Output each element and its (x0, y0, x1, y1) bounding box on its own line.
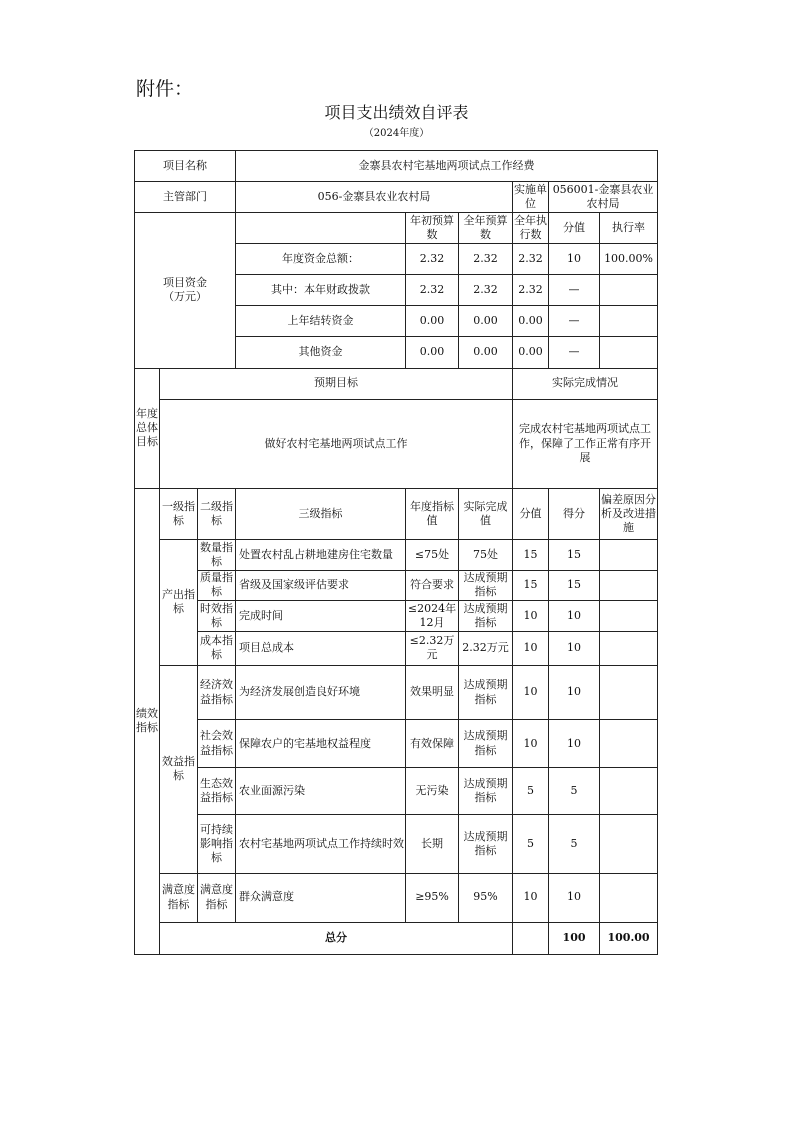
perf-row (135, 768, 658, 815)
funds-row-label: 其中：本年财政拨款 (236, 275, 406, 306)
perf-row (135, 631, 658, 665)
funds-initial: 0.00 (406, 306, 459, 337)
perf-row (135, 815, 658, 873)
perf-score: 15 (549, 571, 600, 601)
perf-level1: 效益指标 (160, 665, 198, 873)
perf-header-actual: 实际完成值 (459, 488, 513, 539)
page-title: 项目支出绩效自评表 (324, 103, 469, 122)
perf-level3: 农业面源污染 (236, 768, 406, 815)
perf-row (135, 873, 658, 922)
funds-score-value: 10 (549, 244, 600, 275)
perf-actual: 达成预期指标 (459, 571, 513, 601)
total-score-value: 100 (549, 922, 600, 954)
unit-value: 056001-金寨县农业农村局 (549, 182, 658, 213)
goals-actual-header: 实际完成情况 (513, 368, 658, 399)
goals-expected: 做好农村宅基地两项试点工作 (160, 399, 513, 488)
funds-row-label: 年度资金总额： (236, 244, 406, 275)
perf-header-target: 年度指标值 (406, 488, 459, 539)
perf-target: 符合要求 (406, 571, 459, 601)
perf-level2: 满意度指标 (198, 873, 236, 922)
perf-target: ≤75处 (406, 540, 459, 571)
perf-level2: 成本指标 (198, 631, 236, 665)
perf-header-deviation: 偏差原因分析及改进措施 (600, 488, 658, 539)
perf-score-value: 10 (513, 873, 549, 922)
perf-target: 长期 (406, 815, 459, 873)
dept-value: 056-金寨县农业农村局 (236, 182, 513, 213)
funds-header-cell: 年初预算数 (406, 213, 459, 244)
perf-row (135, 540, 658, 571)
perf-score: 10 (549, 873, 600, 922)
funds-header-cell: 分值 (549, 213, 600, 244)
funds-executed: 0.00 (513, 306, 549, 337)
total-score: 100.00 (600, 922, 658, 954)
funds-rate: 100.00% (600, 244, 658, 275)
perf-header-score: 得分 (549, 488, 600, 539)
evaluation-table (134, 150, 658, 955)
perf-deviation (600, 815, 658, 873)
perf-level3: 完成时间 (236, 600, 406, 631)
perf-row (135, 600, 658, 631)
funds-header-cell: 全年执行数 (513, 213, 549, 244)
perf-score-value: 10 (513, 720, 549, 768)
goals-expected-header: 预期目标 (160, 368, 513, 399)
page-subtitle: （2024年度） (363, 128, 430, 139)
total-row (135, 922, 658, 954)
funds-annual: 0.00 (459, 337, 513, 368)
funds-score-value: — (549, 306, 600, 337)
funds-header-cell: 全年预算数 (459, 213, 513, 244)
perf-header-level2: 二级指标 (198, 488, 236, 539)
perf-target: ≤2.32万元 (406, 631, 459, 665)
perf-actual: 75处 (459, 540, 513, 571)
funds-score-value: — (549, 275, 600, 306)
perf-actual: 达成预期指标 (459, 665, 513, 719)
perf-actual: 达成预期指标 (459, 815, 513, 873)
funds-initial: 2.32 (406, 244, 459, 275)
perf-level3: 省级及国家级评估要求 (236, 571, 406, 601)
perf-score-value: 5 (513, 768, 549, 815)
perf-score: 5 (549, 768, 600, 815)
perf-score-value: 10 (513, 631, 549, 665)
perf-level3: 群众满意度 (236, 873, 406, 922)
funds-executed: 2.32 (513, 244, 549, 275)
perf-header-level1: 一级指标 (160, 488, 198, 539)
funds-label: 项目资金 （万元） (135, 213, 236, 368)
unit-label: 实施单位 (513, 182, 549, 213)
perf-level3: 为经济发展创造良好环境 (236, 665, 406, 719)
funds-executed: 2.32 (513, 275, 549, 306)
funds-header-cell: 执行率 (600, 213, 658, 244)
goals-actual: 完成农村宅基地两项试点工作，保障了工作正常有序开展 (513, 399, 658, 488)
perf-label: 绩效指标 (135, 488, 160, 954)
perf-level2: 质量指标 (198, 571, 236, 601)
perf-level2: 经济效益指标 (198, 665, 236, 719)
perf-header-score-value: 分值 (513, 488, 549, 539)
perf-target: ≤2024年12月 (406, 600, 459, 631)
perf-score: 15 (549, 540, 600, 571)
perf-score-value: 10 (513, 600, 549, 631)
funds-rate (600, 306, 658, 337)
perf-level2: 时效指标 (198, 600, 236, 631)
perf-row (135, 571, 658, 601)
perf-actual: 95% (459, 873, 513, 922)
total-label: 总分 (160, 922, 513, 954)
funds-row-label: 上年结转资金 (236, 306, 406, 337)
perf-level2: 生态效益指标 (198, 768, 236, 815)
perf-row (135, 665, 658, 719)
perf-row (135, 720, 658, 768)
perf-deviation (600, 600, 658, 631)
perf-level3: 项目总成本 (236, 631, 406, 665)
funds-annual: 2.32 (459, 244, 513, 275)
perf-deviation (600, 540, 658, 571)
funds-initial: 0.00 (406, 337, 459, 368)
goals-label: 年度总体目标 (135, 368, 160, 488)
perf-deviation (600, 873, 658, 922)
perf-score: 10 (549, 665, 600, 719)
funds-row-label: 其他资金 (236, 337, 406, 368)
perf-target: 有效保障 (406, 720, 459, 768)
funds-rate (600, 275, 658, 306)
perf-deviation (600, 720, 658, 768)
perf-level2: 可持续影响指标 (198, 815, 236, 873)
funds-rate (600, 337, 658, 368)
perf-score-value: 5 (513, 815, 549, 873)
attachment-label: 附件： (136, 78, 194, 100)
perf-level3: 处置农村乱占耕地建房住宅数量 (236, 540, 406, 571)
funds-header-blank (236, 213, 406, 244)
perf-actual: 2.32万元 (459, 631, 513, 665)
perf-deviation (600, 768, 658, 815)
perf-actual: 达成预期指标 (459, 720, 513, 768)
perf-level1: 产出指标 (160, 540, 198, 666)
perf-score: 10 (549, 720, 600, 768)
perf-score-value: 15 (513, 540, 549, 571)
project-name-value: 金寨县农村宅基地两项试点工作经费 (236, 151, 658, 182)
funds-initial: 2.32 (406, 275, 459, 306)
perf-level1: 满意度指标 (160, 873, 198, 922)
perf-level2: 社会效益指标 (198, 720, 236, 768)
perf-level3: 保障农户的宅基地权益程度 (236, 720, 406, 768)
perf-header-level3: 三级指标 (236, 488, 406, 539)
perf-deviation (600, 631, 658, 665)
perf-level2: 数量指标 (198, 540, 236, 571)
perf-actual: 达成预期指标 (459, 768, 513, 815)
perf-actual: 达成预期指标 (459, 600, 513, 631)
dept-label: 主管部门 (135, 182, 236, 213)
funds-executed: 0.00 (513, 337, 549, 368)
perf-score: 10 (549, 631, 600, 665)
perf-level3: 农村宅基地两项试点工作持续时效 (236, 815, 406, 873)
perf-target: 无污染 (406, 768, 459, 815)
perf-score: 10 (549, 600, 600, 631)
funds-annual: 0.00 (459, 306, 513, 337)
perf-target: 效果明显 (406, 665, 459, 719)
perf-target: ≥95% (406, 873, 459, 922)
perf-score-value: 15 (513, 571, 549, 601)
funds-annual: 2.32 (459, 275, 513, 306)
perf-score: 5 (549, 815, 600, 873)
perf-score-value: 10 (513, 665, 549, 719)
project-name-label: 项目名称 (135, 151, 236, 182)
perf-deviation (600, 571, 658, 601)
total-blank (513, 922, 549, 954)
funds-score-value: — (549, 337, 600, 368)
perf-deviation (600, 665, 658, 719)
